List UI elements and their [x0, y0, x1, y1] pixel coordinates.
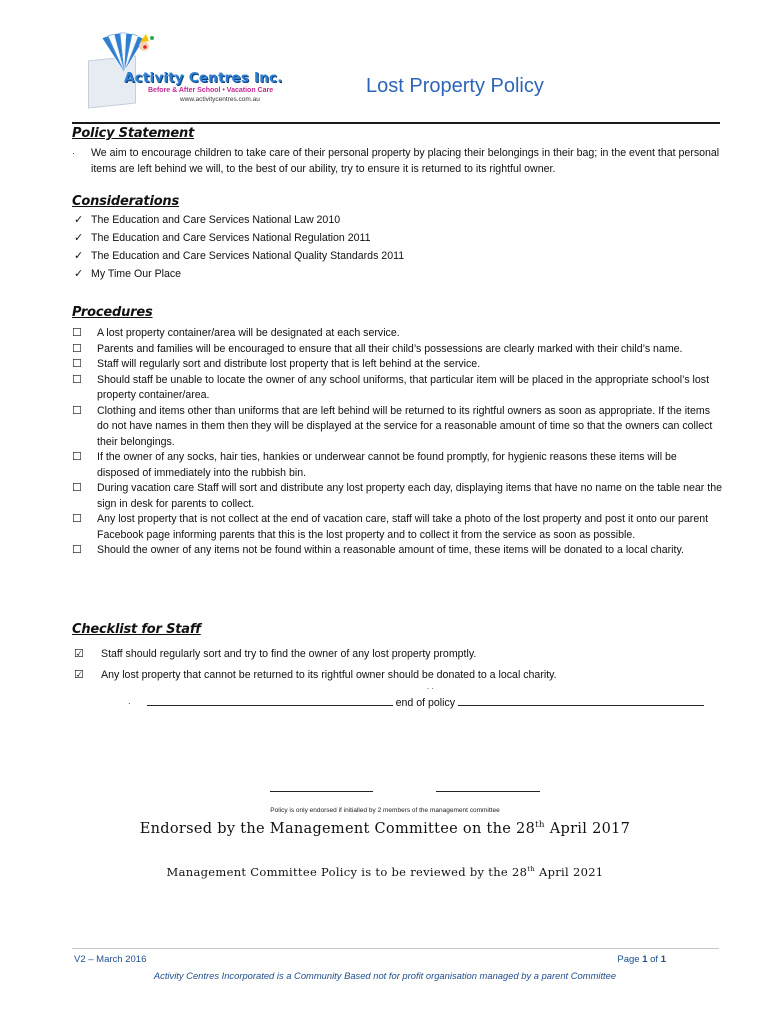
list-item — [74, 212, 404, 230]
policy-statement — [72, 146, 722, 177]
procedure-text: Parents and families will be encouraged to ensure that all their child’s possessions are clearly marked with their child’s name. — [97, 342, 683, 355]
endorsed-statement — [0, 820, 770, 837]
endorsed-text: Endorsed by the Management Committee on the 28 — [139, 820, 536, 837]
company-logo — [84, 28, 284, 108]
checkbox-icon: ☐ — [72, 482, 82, 494]
endorsed-ordinal: th — [535, 820, 545, 830]
procedure-text: Clothing and items other than uniforms that are left behind will be returned to its rightful owners as soon as appropriate. If the items do not have names in them then they will be displayed at the service for a reasonable amount of time so that the owners can collect their belongings. — [97, 404, 713, 448]
page-of: of — [647, 954, 661, 965]
procedure-text: Any lost property that is not collect at the end of vacation care, staff will take a photo of the lost property and post it onto our parent Facebook page informing parents that this is the lost property and to collect it from the service as soon as possible. — [97, 513, 709, 541]
checklist-text: Any lost property that cannot be returned to its rightful owner should be donated to a local charity. — [101, 668, 557, 681]
procedure-text: Should the owner of any items not be found within a reasonable amount of time, these items will be donated to a local charity. — [97, 544, 684, 556]
list-item — [72, 342, 722, 358]
footer-org-note: Activity Centres Incorporated is a Community Based not for profit organisation managed by a parent Committee — [153, 970, 617, 981]
clown-fan-graphic — [94, 32, 154, 74]
checkbox-icon: ☐ — [72, 373, 82, 386]
considerations-heading: Considerations — [72, 194, 180, 209]
logo-company-name: Activity Centres Inc. — [124, 70, 283, 86]
footer-divider — [72, 948, 719, 949]
procedure-text: Should staff be unable to locate the owner of any school uniforms, that particular item will be placed in the appropriate school’s lost property container/area. — [97, 373, 710, 401]
page-total: 1 — [660, 954, 666, 965]
review-statement — [0, 865, 770, 879]
end-of-policy-line — [128, 694, 704, 709]
endorsement-note: Policy is only endorsed if initialled by 2 members of the management committee — [270, 807, 500, 814]
title-divider — [72, 122, 720, 124]
list-item — [72, 481, 722, 512]
footer-version: V2 – March 2016 — [74, 954, 147, 965]
checkbox-icon: ☐ — [72, 327, 82, 339]
consideration-text: The Education and Care Services National Regulation 2011 — [91, 232, 371, 245]
stray-dots: . . — [427, 682, 434, 691]
list-item — [72, 512, 722, 543]
procedure-text: Staff will regularly sort and distribute lost property that is left behind at the service. — [97, 358, 481, 370]
consideration-text: My Time Our Place — [91, 268, 182, 281]
checked-box-icon: ☑ — [74, 668, 84, 681]
checked-box-icon: ☑ — [74, 647, 84, 660]
checkbox-icon: ☐ — [72, 404, 82, 417]
list-item — [72, 373, 722, 404]
signature-line-2 — [436, 791, 540, 792]
policy-statement-text: We aim to encourage children to take care of their personal property by placing their belongings in their bag; in the event that personal items are left behind we will, to the best of our ability, try to ensure it is returned to its rightful owner. — [91, 147, 720, 175]
list-item — [72, 543, 722, 559]
list-item — [72, 326, 722, 342]
bullet-dot: · — [128, 699, 131, 708]
policy-statement-heading: Policy Statement — [72, 126, 195, 141]
checklist-text: Staff should regularly sort and try to find the owner of any lost property promptly. — [101, 647, 477, 660]
review-text: Management Committee Policy is to be reviewed by the 28 — [166, 865, 528, 879]
procedure-text: A lost property container/area will be designated at each service. — [97, 327, 400, 339]
check-icon: ✓ — [74, 268, 84, 281]
checklist-heading: Checklist for Staff — [72, 622, 201, 637]
endorsed-date: April 2017 — [544, 820, 631, 837]
list-item — [72, 450, 722, 481]
procedures-list — [72, 326, 722, 559]
checkbox-icon: ☐ — [72, 513, 82, 525]
procedure-text: If the owner of any socks, hair ties, hankies or underwear cannot be found promptly, for hygienic reasons these items will be disposed of immediately into the rubbish bin. — [97, 451, 677, 479]
check-icon: ✓ — [74, 214, 84, 227]
logo-website: www.activitycentres.com.au — [180, 96, 260, 103]
page-current: 1 — [642, 954, 648, 965]
list-item — [74, 230, 404, 248]
rule-right — [458, 694, 704, 706]
check-icon: ✓ — [74, 250, 84, 263]
checkbox-icon: ☐ — [72, 544, 82, 556]
list-item — [74, 644, 724, 665]
rule-left — [147, 694, 393, 706]
list-item — [74, 665, 724, 686]
checkbox-icon: ☐ — [72, 342, 82, 355]
end-of-policy-text: end of policy — [395, 697, 456, 709]
list-item — [72, 357, 722, 373]
procedure-text: During vacation care Staff will sort and distribute any lost property each day, displaying items that have no name on the table near the sign in desk for parents to collect. — [97, 482, 722, 510]
footer-page-number — [617, 954, 666, 965]
signature-line-1 — [270, 791, 373, 792]
consideration-text: The Education and Care Services National Law 2010 — [91, 214, 341, 227]
logo-tagline: Before & After School • Vacation Care — [148, 87, 274, 94]
consideration-text: The Education and Care Services National Quality Standards 2011 — [91, 250, 405, 263]
checkbox-icon: ☐ — [72, 358, 82, 370]
list-item — [74, 248, 404, 266]
review-ordinal: th — [527, 865, 536, 874]
document-title: Lost Property Policy — [366, 75, 544, 97]
page-label: Page — [617, 954, 643, 965]
checkbox-icon: ☐ — [72, 451, 82, 463]
review-date: April 2021 — [535, 865, 604, 879]
bullet-dot: · — [72, 148, 75, 158]
list-item — [72, 404, 722, 451]
procedures-heading: Procedures — [72, 305, 153, 320]
considerations-list — [74, 212, 404, 284]
list-item — [74, 266, 404, 284]
check-icon: ✓ — [74, 232, 84, 245]
checklist-list — [74, 644, 724, 686]
